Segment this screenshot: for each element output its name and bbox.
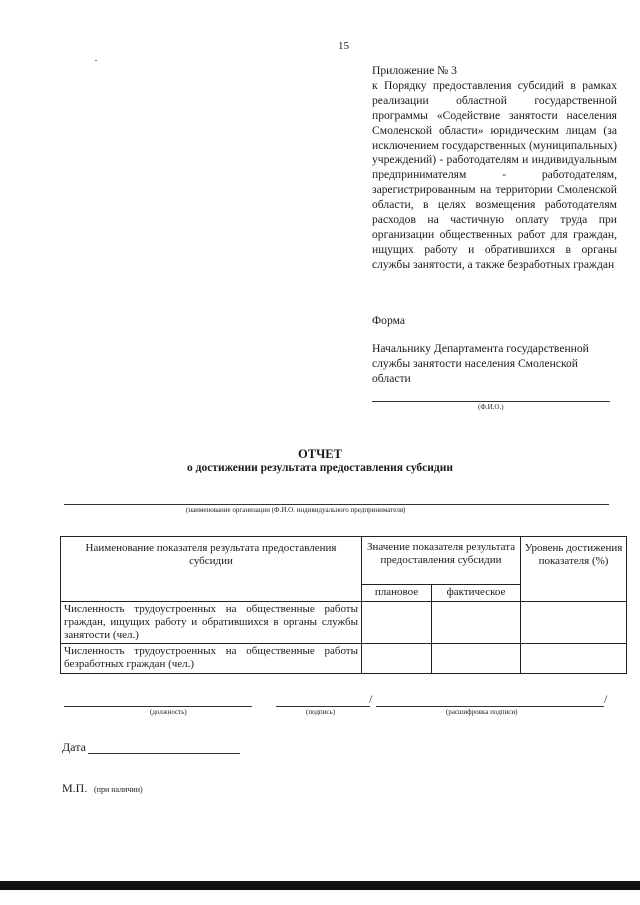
- decryption-line: [376, 706, 604, 707]
- signature-slash-right: /: [604, 692, 608, 706]
- row-indicator: Численность трудоустроенных на общественные работы безработных граждан (чел.): [61, 644, 362, 674]
- row-actual-cell[interactable]: [432, 644, 521, 674]
- org-name-line: [64, 504, 609, 505]
- header-level: Уровень достижения показателя (%): [521, 537, 627, 602]
- org-caption: (наименование организации (Ф.И.О. индивидуального предпринимателя): [186, 506, 406, 514]
- header-actual: фактическое: [432, 585, 521, 602]
- fio-caption: (Ф.И.О.): [478, 403, 504, 411]
- scan-speck: [95, 60, 97, 61]
- row-level-cell[interactable]: [521, 602, 627, 644]
- scan-edge-bar: [0, 881, 640, 890]
- table-row: [61, 602, 627, 644]
- signature-caption: (подпись): [306, 708, 336, 716]
- report-subtitle: о достижении результата предоставления субсидии: [187, 462, 453, 474]
- row-level-cell[interactable]: [521, 644, 627, 674]
- table-row: [61, 644, 627, 674]
- appendix-text: к Порядку предоставления субсидий в рамках реализации областной государственной программы «Содействие занятости населения Смоленской области» юридическим лицам (за исключением государственных (муниципальных) учреждений) - работодателям и индивидуальным предпринимателям - работодателям, зарегистрированным на территории Смоленской области, в целях возмещения работодателям расходов на частичную оплату труда при организации общественных работ для граждан, ищущих работу и обратившихся в органы службы занятости, а также безработных граждан: [372, 78, 617, 271]
- table-header-row: [61, 537, 627, 585]
- fio-line: [372, 401, 610, 402]
- decryption-caption: (расшифровка подписи): [446, 708, 518, 716]
- row-indicator: Численность трудоустроенных на общественные работы граждан, ищущих работу и обратившихся в органы службы занятости (чел.): [61, 602, 362, 644]
- appendix-title: Приложение № 3: [372, 64, 457, 77]
- position-caption: (должность): [150, 708, 187, 716]
- header-indicator: Наименование показателя результата предоставления субсидии: [61, 537, 362, 602]
- report-title: ОТЧЕТ: [298, 447, 342, 461]
- report-table: [60, 536, 627, 674]
- form-label: Форма: [372, 314, 405, 327]
- signature-slash-left: /: [369, 692, 373, 706]
- addressee-text: Начальнику Департамента государственной службы занятости населения Смоленской области: [372, 342, 589, 385]
- date-line: [88, 753, 240, 754]
- signature-line: [276, 706, 370, 707]
- header-value: Значение показателя результата предоставления субсидии: [362, 537, 521, 585]
- header-planned: плановое: [362, 585, 432, 602]
- position-line: [64, 706, 252, 707]
- page-number: 15: [338, 40, 349, 52]
- date-label: Дата: [62, 740, 86, 754]
- row-planned-cell[interactable]: [362, 602, 432, 644]
- row-planned-cell[interactable]: [362, 644, 432, 674]
- stamp-note: (при наличии): [94, 785, 143, 794]
- appendix-block: [372, 64, 617, 273]
- stamp-label: М.П.: [62, 781, 88, 795]
- row-actual-cell[interactable]: [432, 602, 521, 644]
